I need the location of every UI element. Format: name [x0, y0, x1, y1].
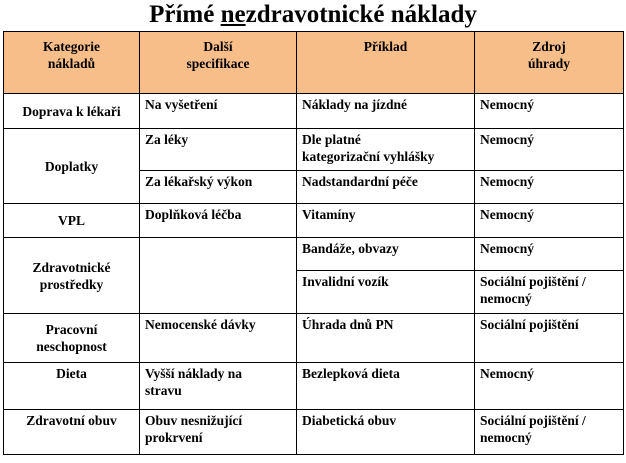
category-cell: Dieta: [4, 363, 140, 410]
spec-cell: Obuv nesnižující prokrvení: [140, 410, 297, 455]
example-cell: Invalidní vozík: [297, 271, 475, 314]
header-row: [4, 32, 624, 94]
costs-table: [3, 31, 624, 455]
source-cell: Nemocný: [475, 171, 624, 204]
header-category: Kategorie nákladů: [4, 32, 140, 94]
spec-cell: Za léky: [140, 129, 297, 171]
category-cell: Pracovní neschopnost: [4, 314, 140, 363]
category-cell: VPL: [4, 204, 140, 238]
category-cell: Zdravotnické prostředky: [4, 238, 140, 314]
table-row: [4, 314, 624, 363]
example-cell: Bandáže, obvazy: [297, 238, 475, 271]
table-row: [4, 94, 624, 129]
title-part: zdravotnické náklady: [245, 1, 477, 28]
example-cell: Úhrada dnů PN: [297, 314, 475, 363]
title-part: Přímé: [149, 1, 221, 28]
header-source: Zdroj úhrady: [475, 32, 624, 94]
table-row: [4, 204, 624, 238]
source-cell: Nemocný: [475, 94, 624, 129]
page-title: [0, 0, 626, 32]
table-row: [4, 238, 624, 271]
spec-cell: Na vyšetření: [140, 94, 297, 129]
source-cell: Nemocný: [475, 129, 624, 171]
example-cell: Diabetická obuv: [297, 410, 475, 455]
category-cell: Doplatky: [4, 129, 140, 204]
source-cell: Sociální pojištění / nemocný: [475, 271, 624, 314]
example-cell: Dle platné kategorizační vyhlášky: [297, 129, 475, 171]
spec-cell: Vyšší náklady na stravu: [140, 363, 297, 410]
source-cell: Nemocný: [475, 238, 624, 271]
spec-cell: Za lékařský výkon: [140, 171, 297, 204]
category-cell: Doprava k lékaři: [4, 94, 140, 129]
example-cell: Nadstandardní péče: [297, 171, 475, 204]
header-example: Příklad: [297, 32, 475, 94]
header-spec: Další specifikace: [140, 32, 297, 94]
source-cell: Nemocný: [475, 363, 624, 410]
table-row: [4, 129, 624, 171]
example-cell: Náklady na jízdné: [297, 94, 475, 129]
example-cell: Bezlepková dieta: [297, 363, 475, 410]
spec-cell: Doplňková léčba: [140, 204, 297, 238]
category-cell: Zdravotní obuv: [4, 410, 140, 455]
table-row: [4, 410, 624, 455]
table-row: [4, 363, 624, 410]
spec-cell: Nemocenské dávky: [140, 314, 297, 363]
spec-cell: [140, 238, 297, 314]
title-underlined: ne: [220, 1, 246, 28]
source-cell: Nemocný: [475, 204, 624, 238]
source-cell: Sociální pojištění / nemocný: [475, 410, 624, 455]
example-cell: Vitamíny: [297, 204, 475, 238]
source-cell: Sociální pojištění: [475, 314, 624, 363]
